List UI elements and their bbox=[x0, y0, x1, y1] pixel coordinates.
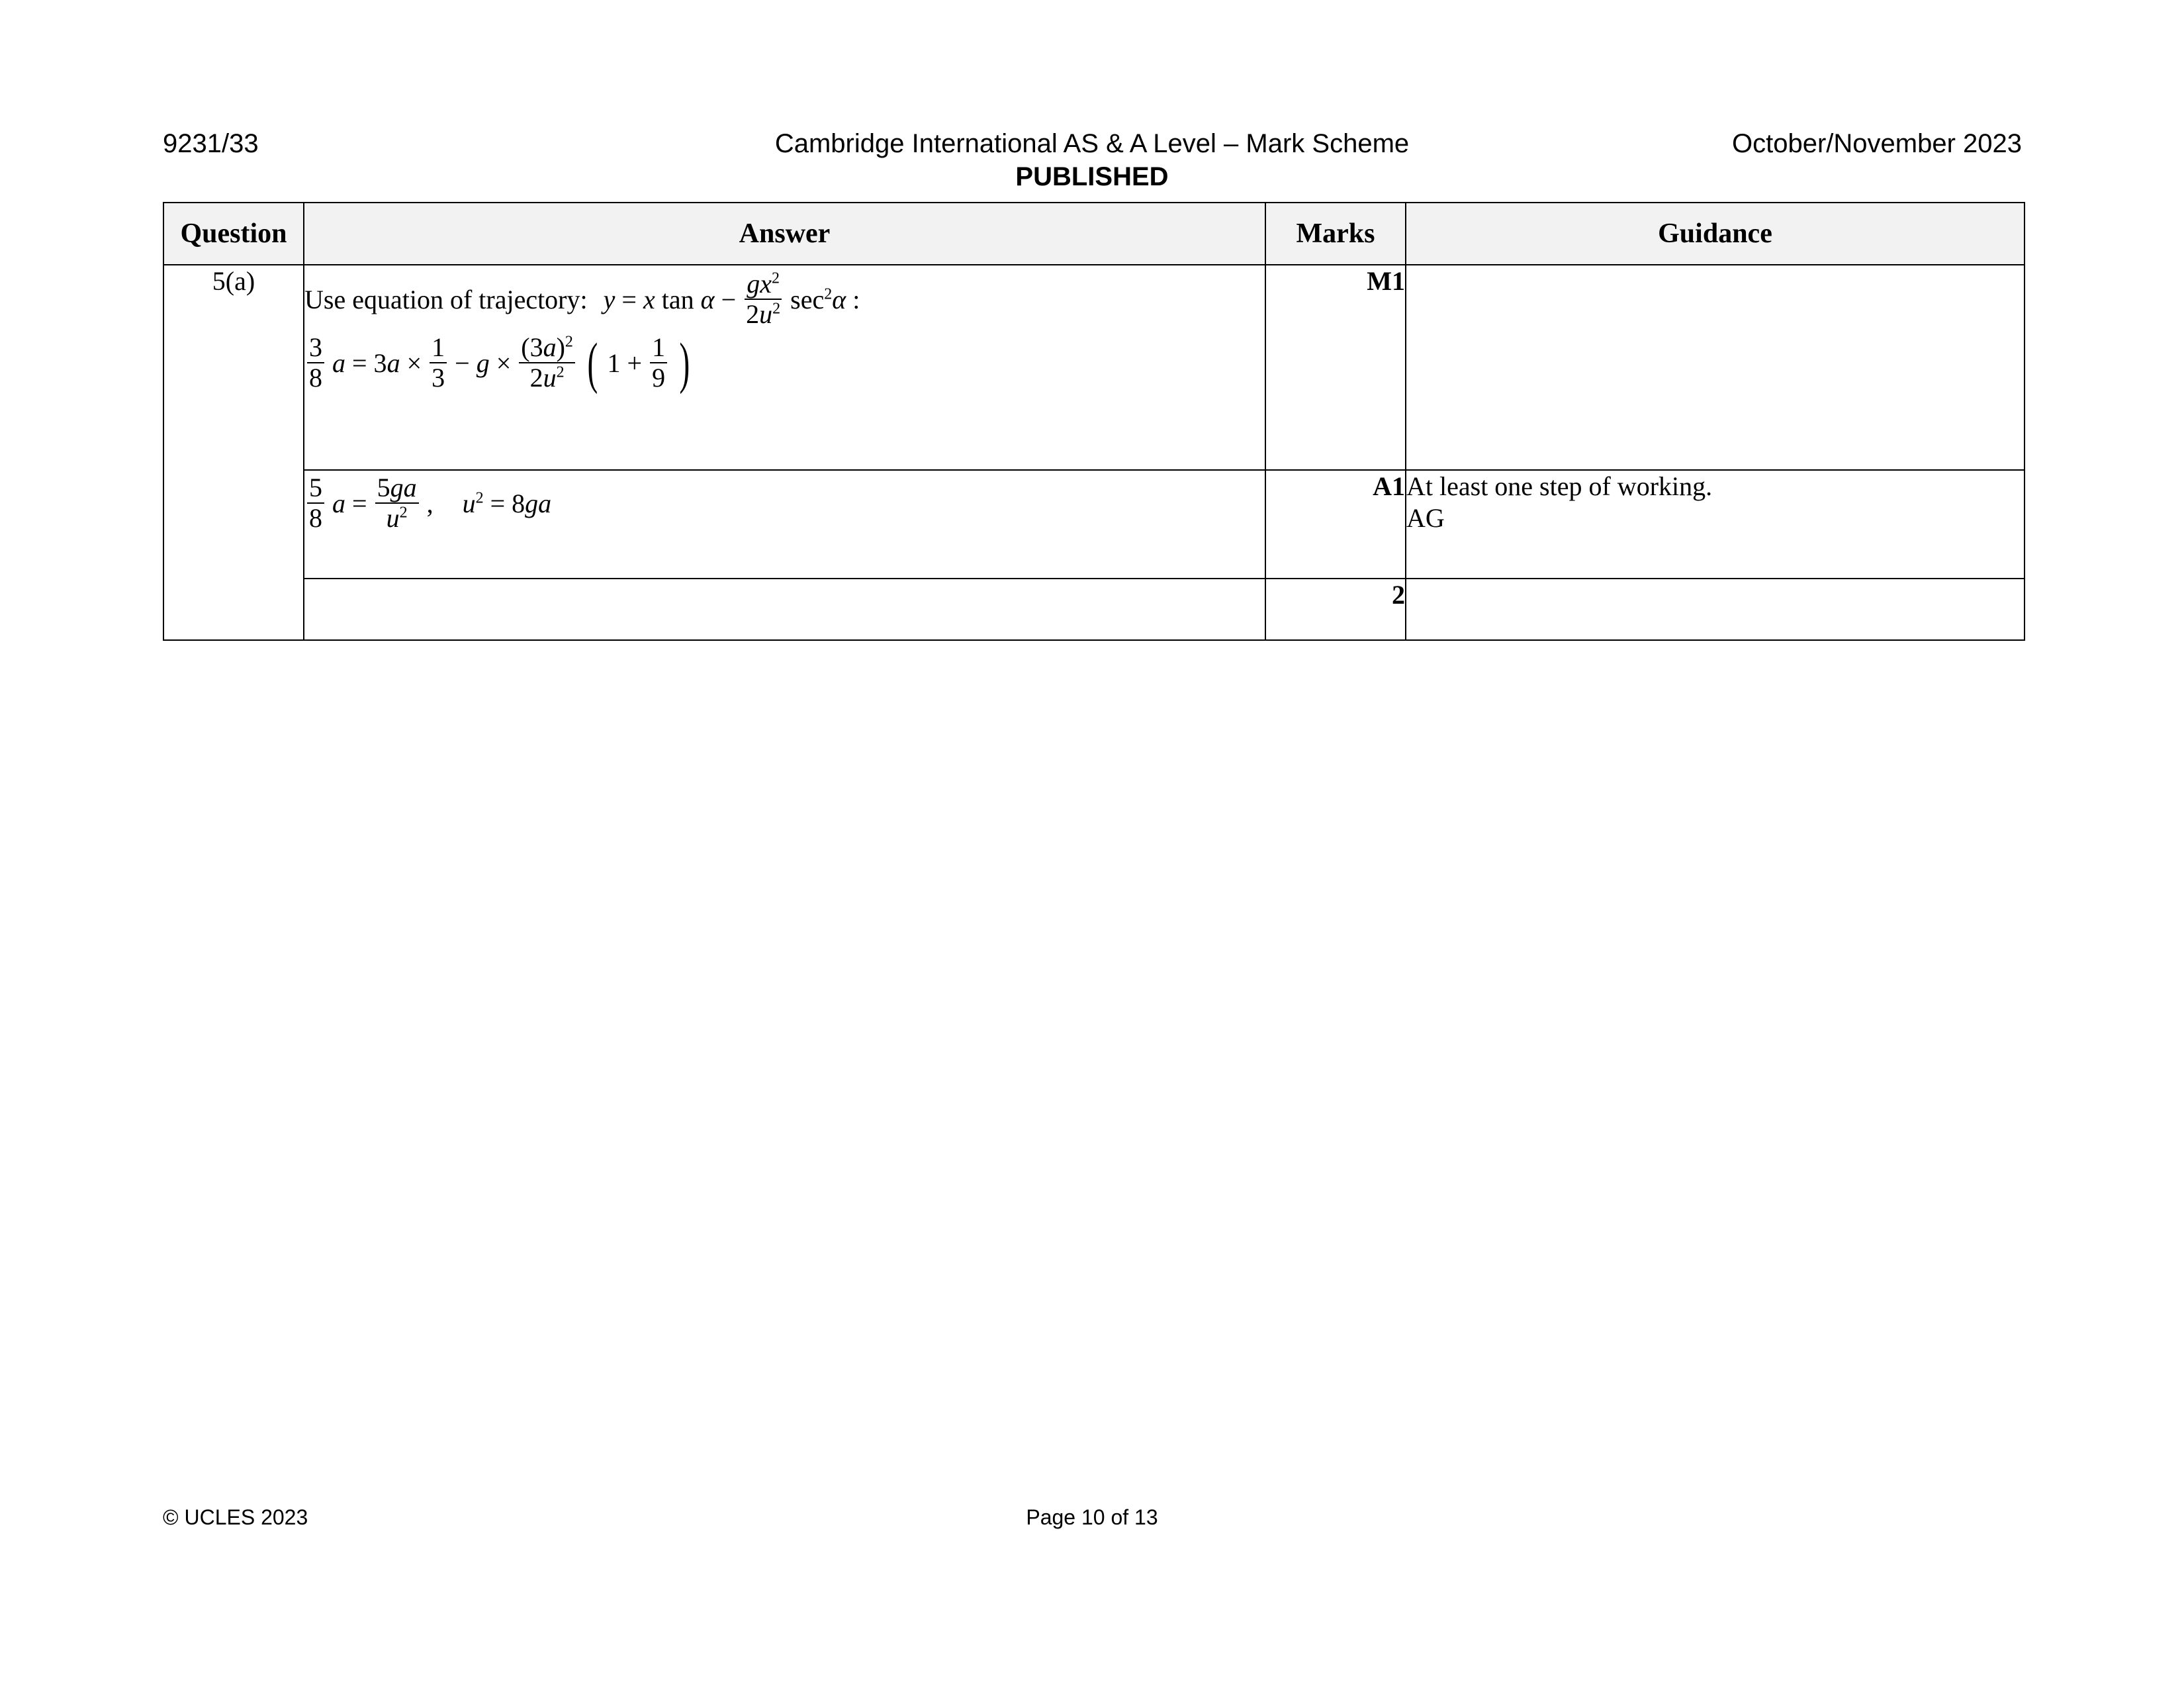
answer-intro-text: Use equation of trajectory: bbox=[304, 284, 588, 314]
marks-m1: M1 bbox=[1265, 265, 1406, 470]
question-number: 5(a) bbox=[163, 265, 304, 640]
column-header-answer: Answer bbox=[304, 203, 1265, 265]
guidance-cell-2 bbox=[1406, 470, 2025, 579]
published-label: PUBLISHED bbox=[1015, 162, 1169, 191]
answer-cell bbox=[304, 470, 1265, 579]
copyright: © UCLES 2023 bbox=[163, 1505, 308, 1529]
guidance-cell-3 bbox=[1406, 579, 2025, 640]
answer-cell-empty bbox=[304, 579, 1265, 640]
column-header-marks: Marks bbox=[1265, 203, 1406, 265]
document-title: Cambridge International AS & A Level – Mark Scheme bbox=[774, 129, 1410, 158]
substitution-line: $\frac{3}{8}$ a = 3a × $\frac{1}{3}$ − g × $\frac{(3a)^2}{2u^2}$ ( 1 + $\frac{1}{9}$ ) bbox=[304, 333, 1265, 393]
table-row bbox=[163, 579, 2025, 640]
table-header-row bbox=[163, 203, 2025, 265]
exam-session: October/November 2023 bbox=[1731, 129, 2022, 158]
paper-code: 9231/33 bbox=[163, 129, 259, 158]
table-row bbox=[163, 265, 2025, 470]
trajectory-equation-line: Use equation of trajectory: y = x tan α − $\frac{gx^2}{2u^2}$ $\sec^2\alpha$ : bbox=[304, 269, 860, 329]
table-row bbox=[163, 470, 2025, 579]
column-header-question: Question bbox=[163, 203, 304, 265]
column-header-guidance: Guidance bbox=[1406, 203, 2025, 265]
mark-scheme-table bbox=[163, 202, 2025, 641]
guidance-cell-1 bbox=[1406, 265, 2025, 470]
guidance-text: At least one step of working. bbox=[1406, 471, 1713, 501]
guidance-ag: AG bbox=[1406, 503, 1445, 533]
result-line: $\frac{5}{8}$ a = $\frac{5ga}{u^2}$ , $u^2 = 8ga$ bbox=[304, 473, 1265, 533]
page-number: Page 10 of 13 bbox=[1026, 1505, 1158, 1529]
marks-a1: A1 bbox=[1265, 470, 1406, 579]
answer-cell bbox=[304, 265, 1265, 470]
marks-total: 2 bbox=[1265, 579, 1406, 640]
